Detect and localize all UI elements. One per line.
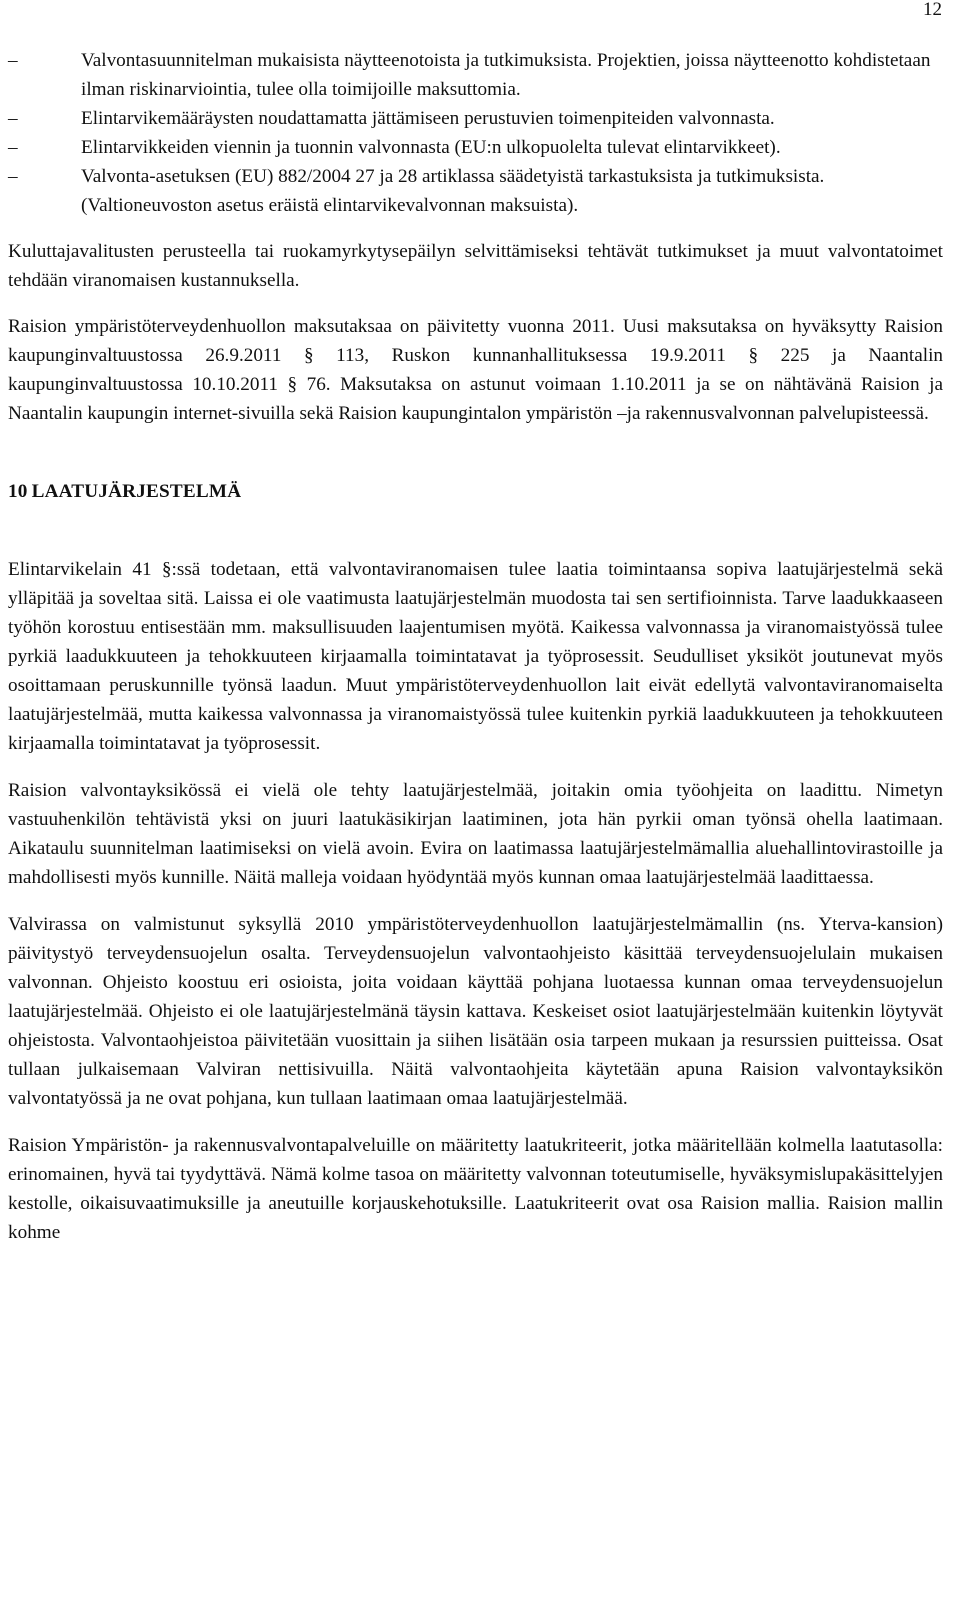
paragraph-quality-criteria: Raision Ympäristön- ja rakennusvalvontapalveluille on määritetty laatukriteerit, jotka määritellään kolmella laatutasolla: erinomainen, hyvä tai tyydyttävä. Nämä kolme tasoa on määritetty valvonnan toteutumiselle, hyväksymislupakäsittelyjen kestolle, oikaisuvaatimuksille ja aneutuille korjauskehotuksille. Laatukriteerit ovat osa Raision mallia. Raision mallin kohme bbox=[8, 1135, 943, 1243]
section-number: 10 bbox=[8, 481, 28, 502]
list-item bbox=[8, 104, 943, 133]
list-item-text: Valvontasuunnitelman mukaisista näytteenotoista ja tutkimuksista. Projektien, joissa näytteenotto kohdistetaan ilman riskinarviointia, tulee olla toimijoille maksuttomia. bbox=[81, 50, 931, 100]
list-item bbox=[8, 46, 943, 104]
section-heading bbox=[8, 477, 943, 506]
paragraph-raisio-unit: Raision valvontayksikössä ei vielä ole tehty laatujärjestelmää, joitakin omia työohjeita on laadittu. Nimetyn vastuuhenkilön tehtävistä yksi on juuri laatukäsikirjan laatiminen, jota hän pyrkii oman työnsä ohella laatimaan. Aikataulu suunnitelman laatimiseksi on vielä avoin. Evira on laatimassa laatujärjestelmämallia aluehallintovirastoille ja mahdollisesti myös kunnille. Näitä malleja voidaan hyödyntää myös kunnan omaa laatujärjestelmää laadittaessa. bbox=[8, 780, 943, 888]
paragraph-fee-schedule: Raision ympäristöterveydenhuollon maksutaksaa on päivitetty vuonna 2011. Uusi maksutaksa on hyväksytty Raision kaupunginvaltuustossa 26.9.2011 § 113, Ruskon kunnanhallituksessa 19.9.2011 § 225 ja Naantalin kaupunginvaltuustossa 10.10.2011 § 76. Maksutaksa on astunut voimaan 1.10.2011 ja se on nähtävänä Raision ja Naantalin kaupungin internet-sivuilla sekä Raision kaupungintalon ympäristön –ja rakennusvalvonnan palvelupisteessä. bbox=[8, 316, 943, 424]
bullet-dash: – bbox=[8, 50, 18, 71]
document-body bbox=[8, 46, 943, 1247]
list-item-text: Elintarvikkeiden viennin ja tuonnin valvonnasta (EU:n ulkopuolelta tulevat elintarvikkeet). bbox=[81, 137, 781, 158]
bullet-list bbox=[8, 46, 943, 220]
list-item-text: Valvonta-asetuksen (EU) 882/2004 27 ja 28 artiklassa säädetyistä tarkastuksista ja tutkimuksista. (Valtioneuvoston asetus eräistä elintarvikevalvonnan maksuista). bbox=[81, 166, 825, 216]
list-item bbox=[8, 162, 943, 220]
bullet-dash: – bbox=[8, 108, 18, 129]
section-title: LAATUJÄRJESTELMÄ bbox=[31, 481, 242, 502]
paragraph-complaints: Kuluttajavalitusten perusteella tai ruokamyrkytysepäilyn selvittämiseksi tehtävät tutkimukset ja muut valvontatoimet tehdään viranomaisen kustannuksella. bbox=[8, 241, 943, 291]
bullet-dash: – bbox=[8, 137, 18, 158]
list-item bbox=[8, 133, 943, 162]
bullet-dash: – bbox=[8, 166, 18, 187]
paragraph-valvira: Valvirassa on valmistunut syksyllä 2010 ympäristöterveydenhuollon laatujärjestelmämallin (ns. Yterva-kansion) päivitystyö terveydensuojelun osalta. Terveydensuojelun valvontaohjeisto käsittää terveydensuojelulain mukaisen valvonnan. Ohjeisto koostuu eri osioista, joita voidaan käyttää pohjana luotaessa kunnan omaa terveydensuojelun laatujärjestelmää. Ohjeisto ei ole laatujärjestelmänä täysin kattava. Keskeiset osiot laatujärjestelmään kuitenkin löytyvät ohjeistosta. Valvontaohjeistoa päivitetään vuosittain ja siihen lisätään osia tarpeen mukaan ja resurssien puitteissa. Osat tullaan julkaisemaan Valviran nettisivuilla. Näitä valvontaohjeita käytetään apuna Raision valvontayksikön valvontatyössä ja ne ovat pohjana, kun tullaan laatimaan omaa laatujärjestelmää. bbox=[8, 914, 943, 1109]
list-item-text: Elintarvikemääräysten noudattamatta jättämiseen perustuvien toimenpiteiden valvonnasta. bbox=[81, 108, 775, 129]
page-number: 12 bbox=[923, 0, 942, 20]
paragraph-food-law: Elintarvikelain 41 §:ssä todetaan, että valvontaviranomaisen tulee laatia toimintaansa sopiva laatujärjestelmä sekä ylläpitää ja soveltaa sitä. Laissa ei ole vaatimusta laatujärjestelmän muodosta tai sen sertifioinnista. Tarve laadukkaaseen työhön korostuu entisestään mm. maksullisuuden laajentumisen myötä. Kaikessa valvonnassa ja viranomaistyössä tulee pyrkiä laadukkuuteen ja tehokkuuteen kirjaamalla toimintatavat ja työprosessit. Seudulliset yksiköt joutunevat myös osoittamaan peruskunnille työnsä laadun. Muut ympäristöterveydenhuollon lait eivät edellytä valvontaviranomaiselta laatujärjestelmää, mutta kaikessa valvonnassa ja viranomaistyössä tulee kuitenkin pyrkiä laadukkuuteen ja tehokkuuteen kirjaamalla toimintatavat ja työprosessit. bbox=[8, 559, 943, 754]
